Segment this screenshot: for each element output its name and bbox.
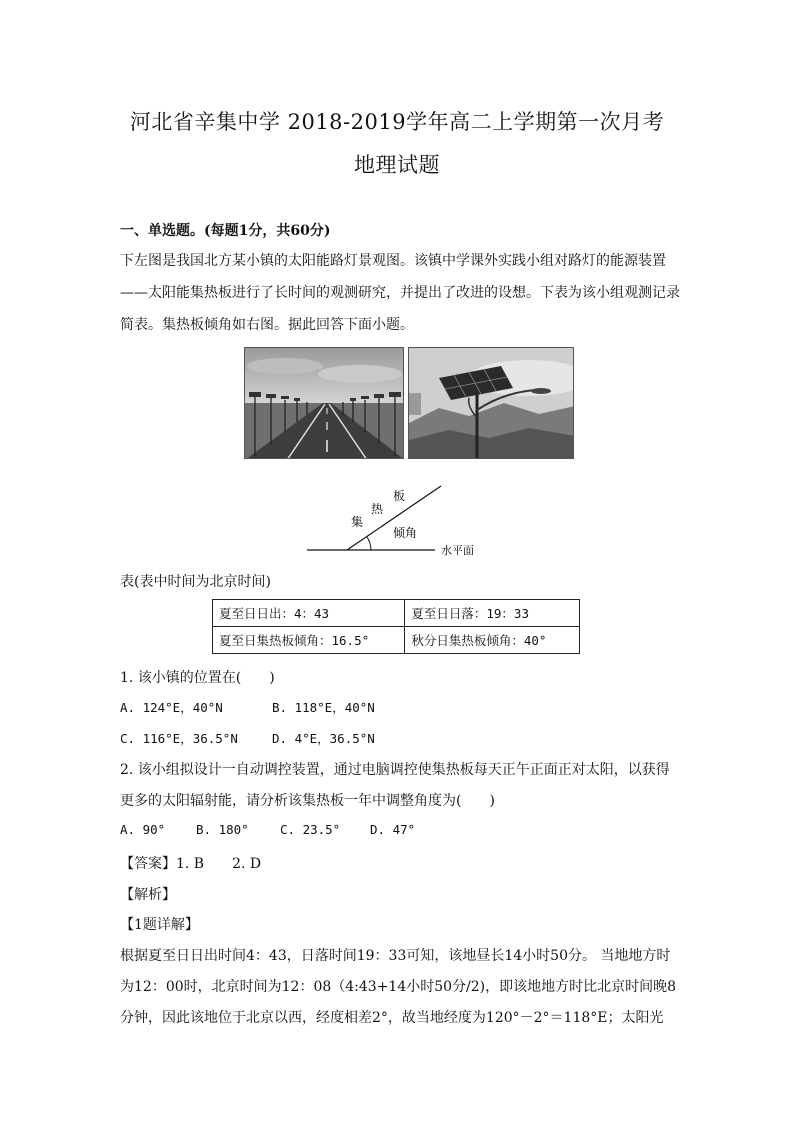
q1-option-b: B. 118°E，40°N (272, 700, 375, 715)
q2-option-d: D. 47° (370, 822, 416, 837)
q2-option-a: A. 90° (120, 822, 166, 837)
table-cell: 夏至日日出：4：43 (213, 600, 405, 627)
q1-stem: 1. 该小镇的位置在( ) (120, 670, 275, 686)
detail-line-1: 根据夏至日日出时间4：43，日落时间19：33可知，该地昼长14小时50分。 当地地方时 (120, 948, 671, 964)
label-re: 热 (371, 502, 384, 516)
q2-stem-line-2: 更多的太阳辐射能，请分析该集热板一年中调整角度为( ) (120, 793, 495, 809)
label-angle: 倾角 (393, 526, 418, 540)
angle-arc (367, 537, 371, 550)
intro-line-3: 简表。集热板倾角如右图。据此回答下面小题。 (120, 317, 414, 333)
answer-line: 【答案】1. B 2. D (120, 856, 262, 872)
intro-line-2: ——太阳能集热板进行了长时间的观测研究，并提出了改进的设想。下表为该小组观测记录 (120, 285, 680, 301)
observation-table (212, 599, 580, 654)
detail-heading: 【1题详解】 (120, 917, 199, 933)
detail-line-2: 为12：00时，北京时间为12：08（4:43+14小时50分/2)，即该地地方时比北京时间晚8 (120, 979, 677, 995)
table-cell: 秋分日集热板倾角：40° (405, 627, 580, 654)
road-streetlights-photo (244, 347, 404, 459)
table-caption: 表(表中时间为北京时间) (120, 574, 271, 590)
document-subtitle: 地理试题 (354, 153, 440, 177)
intro-line-1: 下左图是我国北方某小镇的太阳能路灯景观图。该镇中学课外实践小组对路灯的能源装置 (120, 253, 666, 269)
table-row (213, 627, 580, 654)
document-title: 河北省辛集中学 2018-2019学年高二上学期第一次月考 (129, 110, 665, 134)
solar-streetlight-photos (244, 347, 574, 459)
solar-panel-lamp-photo (408, 347, 574, 459)
label-horizontal: 水平面 (441, 544, 474, 557)
analysis-heading: 【解析】 (120, 887, 176, 903)
table-row (213, 600, 580, 627)
q1-option-a: A. 124°E，40°N (120, 700, 223, 715)
q1-option-d: D. 4°E，36.5°N (272, 731, 375, 746)
q2-option-b: B. 180° (196, 822, 249, 837)
q2-option-c: C. 23.5° (280, 822, 341, 837)
panel-tilt-diagram (305, 480, 495, 560)
q1-option-c: C. 116°E，36.5°N (120, 731, 238, 746)
detail-line-3: 分钟，因此该地位于北京以西，经度相差2°，故当地经度为120°－2°＝118°E；太阳光 (120, 1010, 664, 1026)
label-ban: 板 (393, 489, 406, 503)
table-cell: 夏至日集热板倾角：16.5° (213, 627, 405, 654)
table-cell: 夏至日日落：19：33 (405, 600, 580, 627)
label-ji: 集 (351, 515, 364, 529)
section-heading: 一、单选题。(每题1分，共60分) (120, 223, 331, 239)
q2-stem-line-1: 2. 该小组拟设计一自动调控装置，通过电脑调控使集热板每天正午正面正对太阳，以获得 (120, 762, 670, 778)
